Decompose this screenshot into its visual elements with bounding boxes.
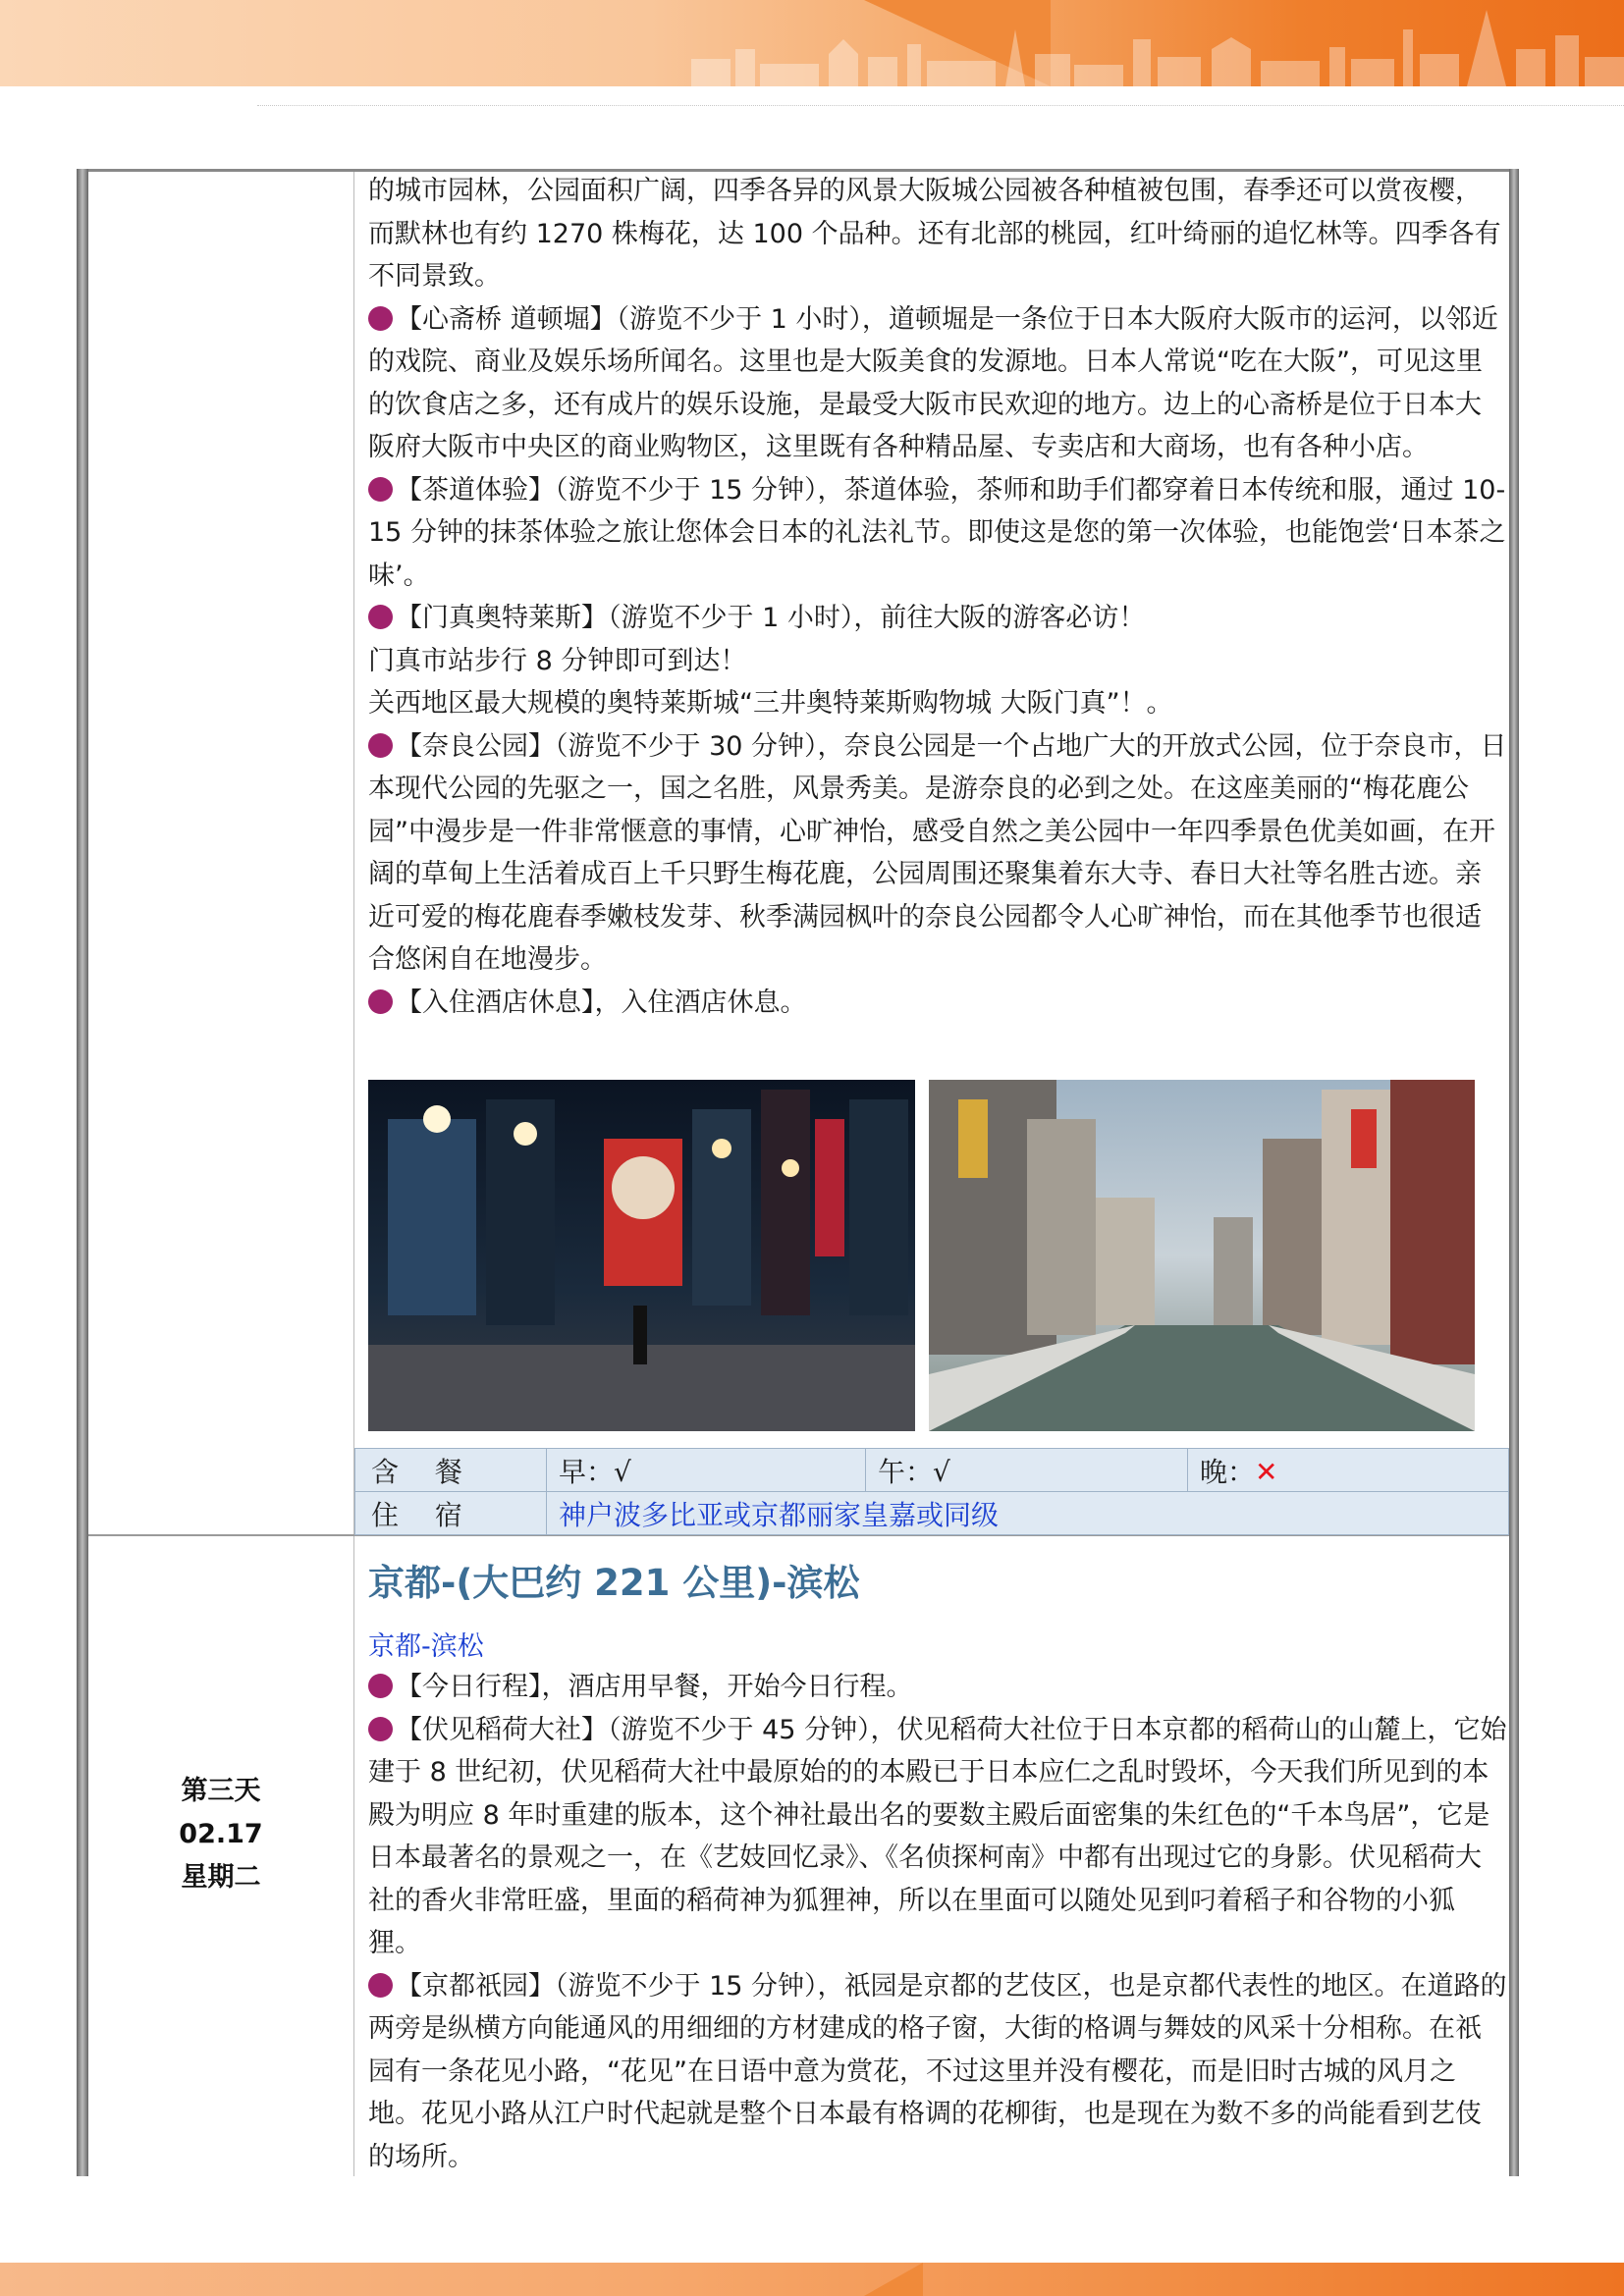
paragraph: 【入住酒店休息】，入住酒店休息。 <box>368 982 1507 1025</box>
paragraph: 【奈良公园】（游览不少于 30 分钟），奈良公园是一个占地广大的开放式公园，位于奈良市，日本现代公园的先驱之一，国之名胜，风景秀美。是游奈良的必到之处。在这座美丽的“梅花鹿公园”中漫步是一件非常惬意的事情，心旷神怡，感受自然之美公园中一年四季景色优美如画，在开阔的草甸上生活着成百上千只野生梅花鹿，公园周围还聚集着东大寺、春日大社等名胜古迹。亲近可爱的梅花鹿春季嫩枝发芽、秋季满园枫叶的奈良公园都令人心旷神怡，而在其他季节也很适合悠闲自在地漫步。 <box>368 730 1507 975</box>
column-divider <box>353 172 354 2176</box>
table-right-border <box>1509 169 1519 2176</box>
bullet-dot-icon <box>368 1717 393 1741</box>
bullet-dot-icon <box>368 989 393 1014</box>
bullet-dot-icon <box>368 306 393 331</box>
bullet-dot-icon <box>368 605 393 629</box>
bullet-dot-icon <box>368 733 393 758</box>
paragraph: 【门真奥特莱斯】（游览不少于 1 小时），前往大阪的游客必访！ <box>368 597 1507 640</box>
bullet-dot-icon <box>368 477 393 502</box>
header-banner <box>0 0 1624 86</box>
day3-itinerary <box>368 1666 1507 2178</box>
day-label: 第三天 <box>181 1776 261 1806</box>
meal-row <box>355 1449 1509 1492</box>
paragraph: 【茶道体验】（游览不少于 15 分钟），茶道体验，茶师和助手们都穿着日本传统和服，通过 10-15 分钟的抹茶体验之旅让您体会日本的礼法礼节。即使这是您的第一次体验，也能饱尝‘日本茶之味’。 <box>368 474 1506 591</box>
meal-label: 含 餐 <box>355 1449 547 1492</box>
paragraph: 【伏见稻荷大社】（游览不少于 45 分钟），伏见稻荷大社位于日本京都的稻荷山的山麓上，它始建于 8 世纪初，伏见稻荷大社中最原始的的本殿已于日本应仁之乱时毁坏，今天我们所见到的本殿为明应 8 年时重建的版本，这个神社最出名的要数主殿后面密集的朱红色的“千本鸟居”，它是日本最著名的景观之一，在《艺妓回忆录》、《名侦探柯南》中都有出现过它的身影。伏见稻荷大社的香火非常旺盛，里面的稻荷神为狐狸神，所以在里面可以随处见到叼着稻子和谷物的小狐狸。 <box>368 1714 1507 1958</box>
day-date: 02.17 <box>179 1819 263 1849</box>
footer-banner <box>0 2263 1624 2296</box>
breakfast-cell: 早：√ <box>547 1449 866 1492</box>
hotel-row <box>355 1492 1509 1535</box>
day3-title: 京都-(大巴约 221 公里)-滨松 <box>368 1562 860 1604</box>
paragraph: 【心斋桥 道顿堀】（游览不少于 1 小时），道顿堀是一条位于日本大阪府大阪市的运河，以邻近的戏院、商业及娱乐场所闻名。这里也是大阪美食的发源地。日本人常说“吃在大阪”，可见这里的饮食店之多，还有成片的娱乐设施，是最受大阪市民欢迎的地方。边上的心斋桥是位于日本大阪府大阪市中央区的商业购物区，这里既有各种精品屋、专卖店和大商场，也有各种小店。 <box>368 303 1498 462</box>
day2-itinerary <box>368 170 1507 1024</box>
header-divider <box>257 105 1624 106</box>
paragraph: 的城市园林，公园面积广阔，四季各异的风景大阪城公园被各种植被包围，春季还可以赏夜樱，而默林也有约 1270 株梅花，达 100 个品种。还有北部的桃园，红叶绮丽的追忆林等。四季各有不同景致。 <box>368 176 1501 292</box>
city-skyline-icon <box>681 0 1624 86</box>
paragraph: 关西地区最大规模的奥特莱斯城“三井奥特莱斯购物城 大阪门真”！。 <box>368 688 1173 719</box>
dinner-label: 晚： <box>1200 1455 1256 1488</box>
dinner-excluded-icon: ✕ <box>1255 1455 1278 1488</box>
bullet-dot-icon <box>368 1973 393 1998</box>
paragraph: 门真市站步行 8 分钟即可到达！ <box>368 645 747 676</box>
hotel-value: 神户波多比亚或京都丽家皇嘉或同级 <box>547 1492 1509 1535</box>
osaka-street-night-photo <box>368 1080 915 1431</box>
footer-accent <box>864 2263 923 2296</box>
paragraph: 【京都祇园】（游览不少于 15 分钟），祇园是京都的艺伎区，也是京都代表性的地区。在道路的两旁是纵横方向能通风的用细细的方材建成的格子窗，大街的格调与舞妓的风采十分相称。在祇园有一条花见小路，“花见”在日语中意为赏花，不过这里并没有樱花，而是旧时古城的风月之地。花见小路从江户时代起就是整个日本最有格调的花柳街，也是现在为数不多的尚能看到艺伎的场所。 <box>368 1970 1507 2172</box>
paragraph: 【今日行程】，酒店用早餐，开始今日行程。 <box>368 1666 1507 1709</box>
hotel-label: 住 宿 <box>355 1492 547 1535</box>
day-weekday: 星期二 <box>181 1862 261 1893</box>
bullet-dot-icon <box>368 1674 393 1698</box>
day3-route: 京都-滨松 <box>368 1631 484 1662</box>
table-left-border <box>77 169 88 2176</box>
dotonbori-canal-photo <box>929 1080 1475 1431</box>
lunch-cell: 午：√ <box>866 1449 1188 1492</box>
dinner-cell <box>1188 1449 1509 1492</box>
meal-hotel-table <box>354 1448 1509 1535</box>
